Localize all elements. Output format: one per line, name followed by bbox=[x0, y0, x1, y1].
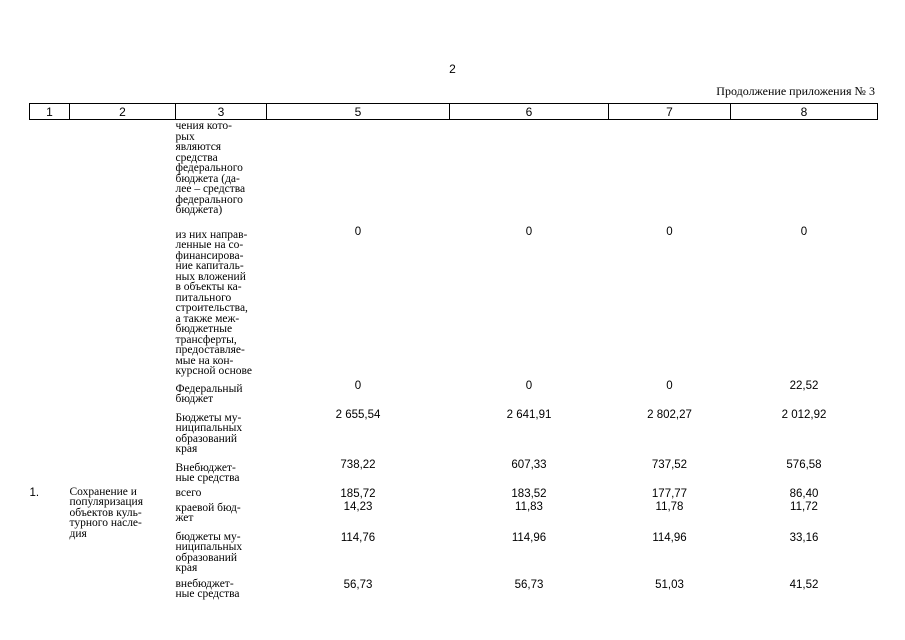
funding-source: Федеральный бюджет bbox=[175, 382, 243, 405]
value-col-8: 41,52 bbox=[789, 578, 819, 591]
value-col-7: 0 bbox=[666, 225, 673, 238]
row-index bbox=[30, 459, 70, 487]
value-col-5: 185,72 bbox=[340, 487, 376, 500]
funding-source: краевой бюд- жет bbox=[175, 501, 241, 524]
funding-source: из них направ- ленные на со- финансирова- ние капиталь- ных вложений в объекты ка- питального строительства, а также меж- бюджетные трансферты, предоставляе- мые на кон- курсной основе bbox=[175, 228, 252, 377]
table-row bbox=[30, 409, 878, 459]
row-name: Сохранение и популяризация объектов куль- турного насле- дия bbox=[69, 485, 143, 540]
table-row bbox=[30, 487, 878, 501]
value-col-7: 11,78 bbox=[655, 500, 684, 513]
row-name bbox=[70, 226, 176, 380]
value-col-8: 11,72 bbox=[790, 500, 818, 513]
page-number: 2 bbox=[449, 62, 456, 76]
value-col-8: 2 012,92 bbox=[781, 408, 827, 421]
funding-source: чения кото- рых являются средства федерального бюджета (да- лее – средства федерального бюджета) bbox=[175, 120, 246, 216]
column-number-row bbox=[30, 104, 878, 120]
table-row bbox=[30, 226, 878, 380]
column-header: 8 bbox=[731, 104, 878, 120]
value-col-6: 114,96 bbox=[511, 531, 547, 544]
value-col-7: 737,52 bbox=[651, 458, 688, 471]
value-col-8: 0 bbox=[800, 225, 808, 238]
value-col-6: 11,83 bbox=[515, 500, 543, 513]
row-index bbox=[30, 380, 70, 409]
row-index bbox=[30, 120, 70, 226]
value-col-6: 0 bbox=[525, 225, 533, 238]
row-index bbox=[30, 501, 70, 531]
value-col-8: 22,52 bbox=[789, 379, 819, 392]
row-index bbox=[30, 531, 70, 578]
funding-source: Внебюджет- ные средства bbox=[175, 461, 240, 484]
funding-source: всего bbox=[175, 486, 202, 499]
appendix-continuation-note: Продолжение приложения № 3 bbox=[716, 84, 875, 98]
value-col-5: 56,73 bbox=[343, 578, 373, 591]
value-col-6: 0 bbox=[525, 379, 533, 392]
value-col-6: 607,33 bbox=[511, 458, 547, 471]
table-row bbox=[30, 459, 878, 487]
value-col-5: 0 bbox=[354, 379, 362, 392]
row-index bbox=[30, 409, 70, 459]
column-header: 1 bbox=[30, 104, 70, 120]
row-index bbox=[30, 226, 70, 380]
row-name bbox=[70, 409, 176, 459]
value-col-8: 33,16 bbox=[789, 531, 819, 544]
value-col-5: 114,76 bbox=[340, 531, 376, 544]
column-header: 7 bbox=[609, 104, 731, 120]
funding-source: внебюджет- ные средства bbox=[175, 577, 240, 600]
value-col-8 bbox=[731, 120, 878, 226]
row-name bbox=[70, 380, 176, 409]
value-col-5: 14,23 bbox=[343, 500, 373, 513]
value-col-5: 2 655,54 bbox=[335, 408, 381, 421]
value-col-7: 177,77 bbox=[651, 487, 688, 500]
value-col-6: 2 641,91 bbox=[506, 408, 552, 421]
value-col-7: 114,96 bbox=[652, 531, 687, 544]
value-col-7 bbox=[609, 120, 731, 226]
funding-source: бюджеты му- ниципальных образований края bbox=[175, 530, 243, 574]
value-col-5: 738,22 bbox=[340, 458, 376, 471]
row-index: 1. bbox=[29, 486, 40, 499]
value-col-8: 86,40 bbox=[789, 487, 819, 500]
budget-table bbox=[29, 103, 878, 604]
value-col-6: 56,73 bbox=[514, 578, 544, 591]
value-col-8: 576,58 bbox=[786, 458, 822, 471]
row-index bbox=[30, 578, 70, 604]
column-header: 5 bbox=[267, 104, 450, 120]
value-col-6 bbox=[450, 120, 609, 226]
value-col-7: 2 802,27 bbox=[647, 408, 692, 421]
column-header: 3 bbox=[176, 104, 267, 120]
funding-source: Бюджеты му- ниципальных образований края bbox=[175, 411, 243, 455]
value-col-6: 183,52 bbox=[511, 487, 547, 500]
row-name bbox=[70, 459, 176, 487]
value-col-7: 0 bbox=[666, 379, 673, 392]
value-col-5: 0 bbox=[354, 225, 362, 238]
table-row bbox=[30, 120, 878, 226]
value-col-7: 51,03 bbox=[655, 578, 684, 591]
table-row bbox=[30, 380, 878, 409]
row-name bbox=[70, 120, 176, 226]
value-col-5 bbox=[267, 120, 450, 226]
column-header: 2 bbox=[70, 104, 176, 120]
column-header: 6 bbox=[450, 104, 609, 120]
